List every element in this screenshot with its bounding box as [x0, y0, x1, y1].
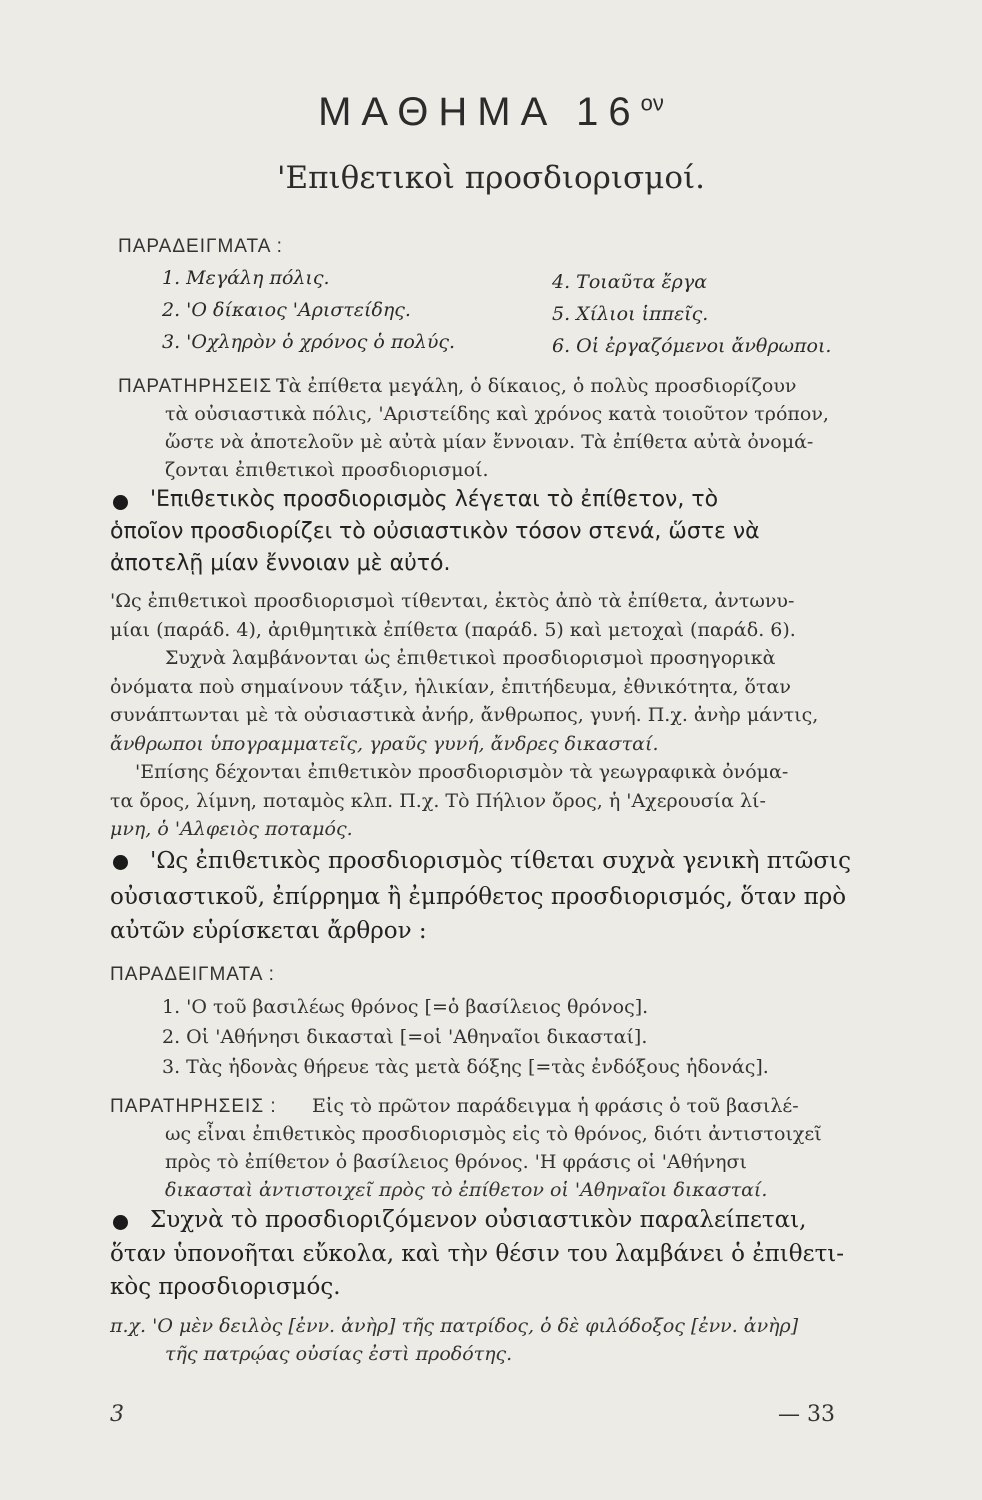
signature-mark: 3 — [110, 1402, 124, 1427]
rule-first-line — [150, 1204, 807, 1236]
observations-text — [165, 1120, 822, 1204]
example-item: 2. Οἱ 'Αθήνησι δικασταὶ [=οἱ 'Αθηναῖοι δικασταί]. — [162, 1026, 648, 1048]
example-item: 2. 'Ο δίκαιος 'Αριστείδης. — [162, 299, 411, 321]
examples-right-list — [552, 266, 831, 362]
text-line: 'Επιθετικὸς προσδιορισμὸς λέγεται τὸ ἐπίθετον, τὸ — [150, 487, 719, 512]
text-line: μίαι (παράδ. 4), ἀριθμητικὰ ἐπίθετα (παράδ. 5) καὶ μετοχαὶ (παράδ. 6). — [110, 618, 796, 641]
lesson-number-suffix: ον — [640, 90, 664, 116]
examples-label: ΠΑΡΑΔΕΙΓΜΑΤΑ : — [118, 236, 283, 257]
text-line: ζονται ἐπιθετικοὶ προσδιορισμοί. — [165, 459, 489, 481]
text-line: αὐτῶν εὑρίσκεται ἄρθρον : — [110, 918, 427, 944]
text-line: συνάπτωνται μὲ τὰ οὐσιαστικὰ ἀνήρ, ἄνθρωπος, γυνή. Π.χ. ἀνὴρ μάντις, — [110, 704, 819, 726]
rule-definition — [110, 516, 760, 580]
text-line: δικασταὶ ἀντιστοιχεῖ πρὸς τὸ ἐπίθετον οἱ 'Αθηναῖοι δικασταί. — [165, 1179, 768, 1201]
text-line: Τὰ ἐπίθετα μεγάλη, ὁ δίκαιος, ὁ πολὺς προσδιορίζουν — [276, 375, 797, 397]
section-subtitle: 'Επιθετικοὶ προσδιορισμοί. — [276, 160, 706, 196]
final-example — [110, 1312, 798, 1368]
rule-first-line — [150, 484, 718, 516]
text-line: ὀνόματα ποὺ σημαίνουν τάξιν, ἡλικίαν, ἐπιτήδευμα, ἐθνικότητα, ὅταν — [110, 675, 791, 698]
example-item: 1. Μεγάλη πόλις. — [162, 267, 330, 289]
text-line: 'Ως ἐπιθετικὸς προσδιορισμὸς τίθεται συχνὰ γενικὴ πτῶσις — [150, 848, 851, 874]
examples-label: ΠΑΡΑΔΕΙΓΜΑΤΑ : — [110, 964, 275, 985]
lesson-title — [0, 90, 982, 135]
text-line: Εἰς τὸ πρῶτον παράδειγμα ἡ φράσις ὁ τοῦ βασιλέ- — [312, 1095, 799, 1117]
page-number: — 33 — [778, 1402, 835, 1427]
observations-label: ΠΑΡΑΤΗΡΗΣΕΙΣ : — [110, 1096, 277, 1117]
examples-list — [162, 992, 769, 1082]
text-line: ως εἶναι ἐπιθετικὸς προσδιορισμὸς εἰς τὸ θρόνος, διότι ἀντιστοιχεῖ — [165, 1123, 822, 1145]
observations-text-first — [312, 1092, 799, 1120]
text-line: ἄνθρωποι ὑπογραμματεῖς, γραῦς γυνή, ἄνδρες δικασταί. — [110, 732, 659, 755]
example-item: 6. Οἱ ἐργαζόμενοι ἄνθρωποι. — [552, 335, 832, 357]
example-item: 5. Χίλιοι ἱππεῖς. — [552, 303, 709, 325]
example-item: 4. Τοιαῦτα ἔργα — [552, 271, 708, 293]
text-line: ὅταν ὑπονοῆται εὔκολα, καὶ τὴν θέσιν του λαμβάνει ὁ ἐπιθετι- — [110, 1241, 845, 1267]
text-line: κὸς προσδιορισμός. — [110, 1274, 341, 1300]
rule-omission — [110, 1238, 844, 1304]
observations-text-first — [276, 372, 796, 400]
text-line: ἀποτελῇ μίαν ἔννοιαν μὲ αὐτό. — [110, 551, 451, 576]
rule-genitive — [110, 880, 846, 948]
examples-left-list — [162, 262, 455, 358]
example-item: 3. Τὰς ἡδονὰς θήρευε τὰς μετὰ δόξης [=τὰς ἐνδόξους ἡδονάς]. — [162, 1056, 769, 1078]
bullet-icon — [113, 855, 128, 870]
text-line: τὰ οὐσιαστικὰ πόλις, 'Αριστείδης καὶ χρόνος κατὰ τοιοῦτον τρόπον, — [165, 403, 829, 425]
text-line: π.χ. 'Ο μὲν δειλὸς [ἐνν. ἀνὴρ] τῆς πατρίδος, ὁ δὲ φιλόδοξος [ἐνν. ἀνὴρ] — [110, 1315, 799, 1337]
text-line: ὁποῖον προσδιορίζει τὸ οὐσιαστικὸν τόσον στενά, ὥστε νὰ — [110, 519, 760, 544]
observations-label: ΠΑΡΑΤΗΡΗΣΕΙΣ : — [118, 376, 285, 397]
text-line: ὥστε νὰ ἀποτελοῦν μὲ αὐτὰ μίαν ἔννοιαν. Τὰ ἐπίθετα αὐτὰ ὀνομά- — [165, 431, 814, 453]
text-line: 'Επίσης δέχονται ἐπιθετικὸν προσδιορισμὸν τὰ γεωγραφικὰ ὀνόμα- — [135, 761, 789, 783]
explanation-paragraph — [110, 587, 818, 844]
text-line: πρὸς τὸ ἐπίθετον ὁ βασίλειος θρόνος. 'Η φράσις οἱ 'Αθήνησι — [165, 1151, 747, 1173]
text-line: τῆς πατρῴας οὐσίας ἐστὶ προδότης. — [165, 1343, 513, 1365]
rule-first-line — [150, 845, 851, 877]
example-item: 1. 'Ο τοῦ βασιλέως θρόνος [=ὁ βασίλειος θρόνος]. — [162, 996, 649, 1018]
text-line: οὐσιαστικοῦ, ἐπίρρημα ἢ ἐμπρόθετος προσδιορισμός, ὅταν πρὸ — [110, 884, 847, 910]
text-line: Συχνὰ τὸ προσδιοριζόμενον οὐσιαστικὸν παραλείπεται, — [150, 1207, 807, 1233]
bullet-icon — [113, 495, 128, 510]
text-line: Συχνὰ λαμβάνονται ὡς ἐπιθετικοὶ προσδιορισμοὶ προσηγορικὰ — [165, 647, 776, 669]
text-line: 'Ως ἐπιθετικοὶ προσδιορισμοὶ τίθενται, ἐκτὸς ἀπὸ τὰ ἐπίθετα, ἀντωνυ- — [110, 590, 795, 612]
example-item: 3. 'Οχληρὸν ὁ χρόνος ὁ πολύς. — [162, 331, 456, 353]
text-line: τα ὄρος, λίμνη, ποταμὸς κλπ. Π.χ. Τὸ Πήλιον ὄρος, ἡ 'Αχερουσία λί- — [110, 789, 766, 812]
bullet-icon — [113, 1215, 128, 1230]
observations-text — [165, 400, 829, 484]
lesson-title-text: ΜΑΘΗΜΑ 16 — [318, 90, 641, 134]
text-line: μνη, ὁ 'Αλφειὸς ποταμός. — [110, 818, 353, 840]
